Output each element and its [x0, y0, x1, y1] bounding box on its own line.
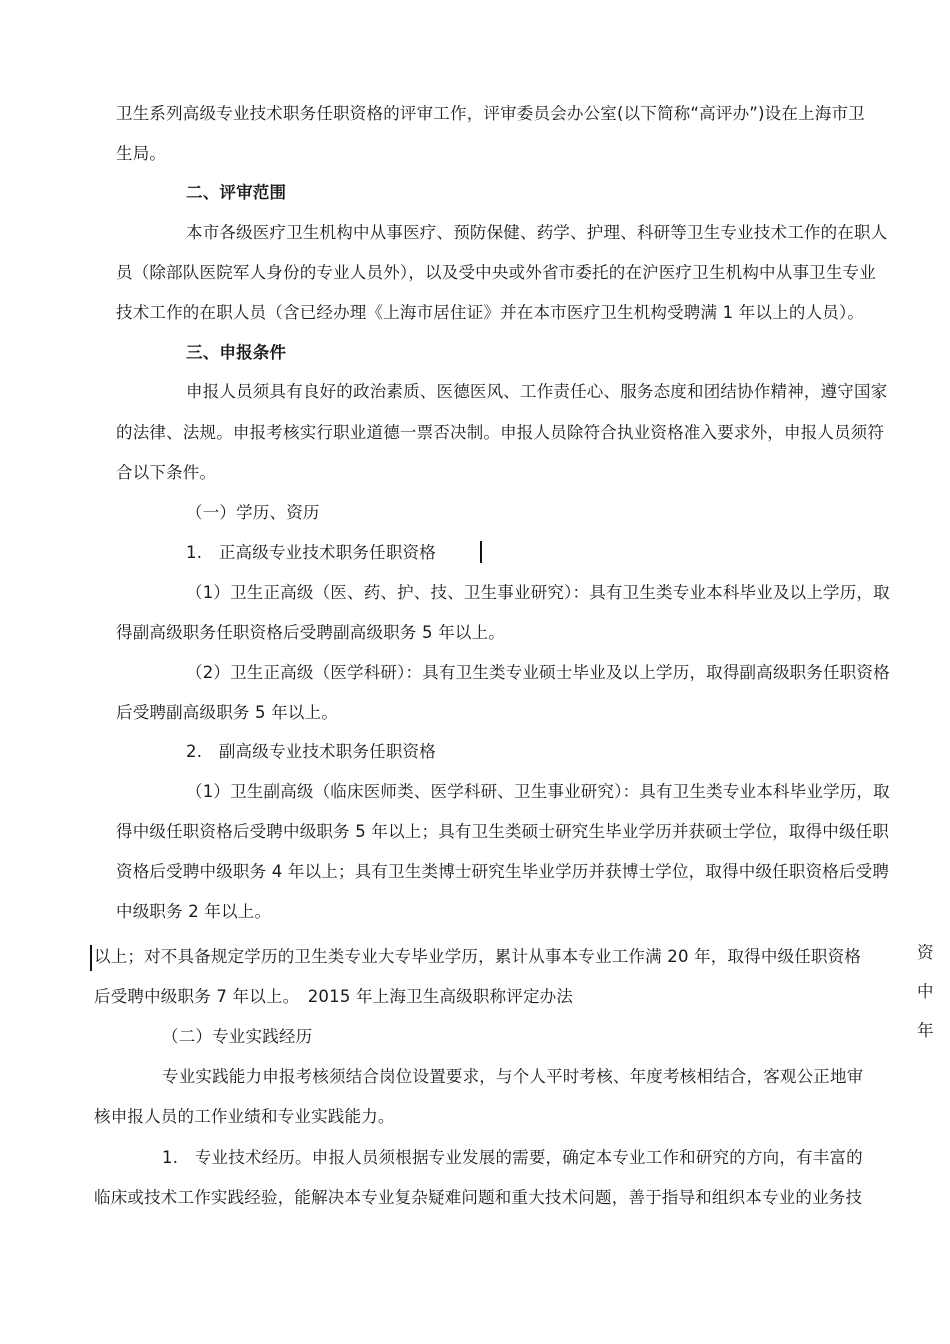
numbered-item: 1. 正高级专业技术职务任职资格: [186, 543, 436, 562]
body-text-line: （2）卫生正高级（医学科研）：具有卫生类专业硕士毕业及以上学历，取得副高级职务任职资格: [186, 663, 890, 682]
body-text-line: 核申报人员的工作业绩和专业实践能力。: [94, 1107, 395, 1126]
subsection-heading: （一）学历、资历: [186, 503, 320, 522]
body-text-line: 的法律、法规。申报考核实行职业道德一票否决制。申报人员除符合执业资格准入要求外，申报人员须符: [116, 423, 885, 442]
numbered-item: 2. 副高级专业技术职务任职资格: [186, 742, 436, 761]
body-text-line: 临床或技术工作实践经验，能解决本专业复杂疑难问题和重大技术问题，善于指导和组织本专业的业务技: [94, 1188, 863, 1207]
body-text-line: 本市各级医疗卫生机构中从事医疗、预防保健、药学、护理、科研等卫生专业技术工作的在职人: [186, 223, 888, 242]
margin-character: 年: [917, 1021, 934, 1040]
body-text-line: 后受聘中级职务 7 年以上。 2015 年上海卫生高级职称评定办法: [94, 987, 574, 1006]
body-text-line: 中级职务 2 年以上。: [116, 902, 272, 921]
body-text-line: 合以下条件。: [116, 463, 217, 482]
body-text-line: （1）卫生正高级（医、药、护、技、卫生事业研究）：具有卫生类专业本科毕业及以上学历，取: [186, 583, 890, 602]
body-text-line: （1）卫生副高级（临床医师类、医学科研、卫生事业研究）：具有卫生类专业本科毕业学历，取: [186, 782, 890, 801]
body-text-line: 后受聘副高级职务 5 年以上。: [116, 703, 338, 722]
section-heading: 三、申报条件: [186, 343, 287, 362]
body-text-line: 技术工作的在职人员（含已经办理《上海市居住证》并在本市医疗卫生机构受聘满 1 年以上的人员）。: [116, 303, 865, 322]
text-cursor: [480, 541, 482, 563]
body-text-line: 生局。: [116, 144, 167, 163]
margin-character: 中: [917, 982, 934, 1001]
body-text-line: 申报人员须具有良好的政治素质、医德医风、工作责任心、服务态度和团结协作精神，遵守国家: [186, 382, 888, 401]
body-text-line: 以上；对不具备规定学历的卫生类专业大专毕业学历，累计从事本专业工作满 20 年，取得中级任职资格: [94, 947, 862, 966]
body-text-line: 卫生系列高级专业技术职务任职资格的评审工作，评审委员会办公室(以下简称“高评办”)设在上海市卫: [116, 104, 865, 123]
body-text-line: 资格后受聘中级职务 4 年以上；具有卫生类博士研究生毕业学历并获博士学位，取得中级任职资格后受聘: [116, 862, 890, 881]
body-text-line: 专业实践能力申报考核须结合岗位设置要求，与个人平时考核、年度考核相结合，客观公正地审: [162, 1067, 864, 1086]
body-text-line: 得中级任职资格后受聘中级职务 5 年以上；具有卫生类硕士研究生毕业学历并获硕士学位，取得中级任职: [116, 822, 890, 841]
body-text-line: 员（除部队医院军人身份的专业人员外），以及受中央或外省市委托的在沪医疗卫生机构中从事卫生专业: [116, 263, 876, 282]
body-text-line: 得副高级职务任职资格后受聘副高级职务 5 年以上。: [116, 623, 505, 642]
section-heading: 二、评审范围: [186, 183, 287, 202]
numbered-item: 1. 专业技术经历。申报人员须根据专业发展的需要，确定本专业工作和研究的方向，有丰富的: [162, 1148, 863, 1167]
margin-character: 资: [917, 943, 934, 962]
subsection-heading: （二）专业实践经历: [162, 1027, 313, 1046]
text-cursor: [90, 945, 92, 971]
